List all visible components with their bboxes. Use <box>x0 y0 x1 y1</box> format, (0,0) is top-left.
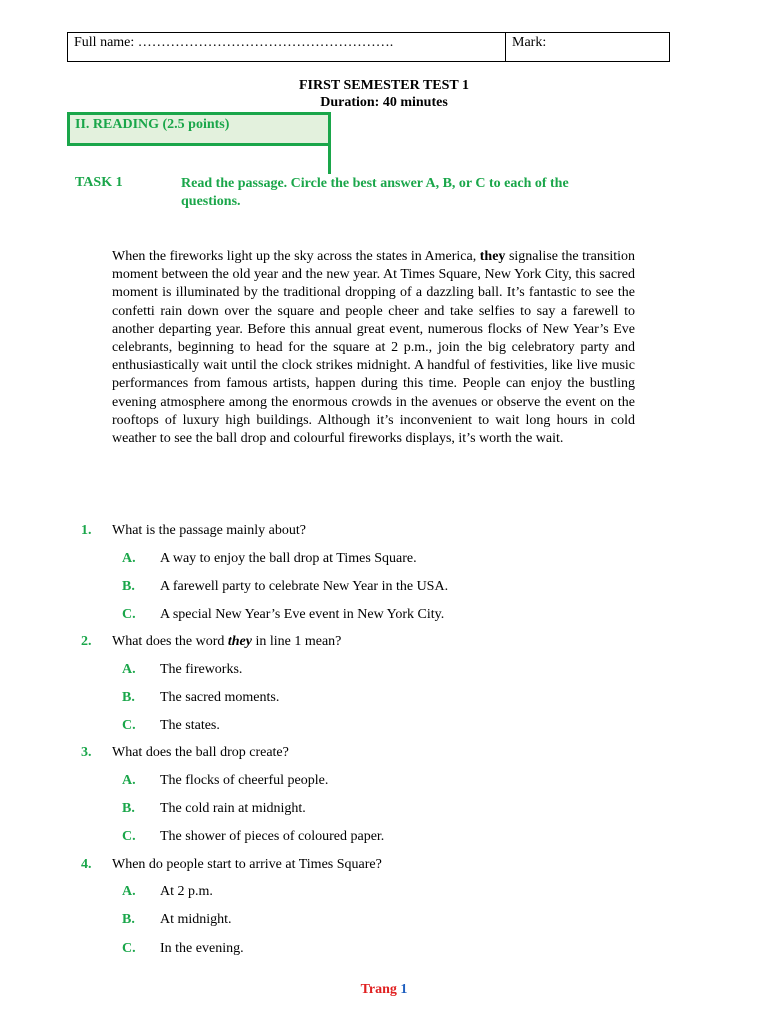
option-letter[interactable]: A. <box>122 884 136 899</box>
question-text: What does the ball drop create? <box>112 745 289 760</box>
full-name-field: Full name: ………………………………………………. <box>68 33 506 61</box>
question-text: What is the passage mainly about? <box>112 523 306 538</box>
question-text: When do people start to arrive at Times Square? <box>112 857 382 872</box>
option-letter[interactable]: B. <box>122 690 135 705</box>
option-text[interactable]: The sacred moments. <box>160 690 280 705</box>
option-text[interactable]: The flocks of cheerful people. <box>160 773 329 788</box>
page-footer <box>0 982 768 998</box>
option-letter[interactable]: C. <box>122 718 136 733</box>
question-number: 4. <box>81 857 92 872</box>
question-number: 2. <box>81 634 92 649</box>
section-divider <box>328 146 331 174</box>
option-text[interactable]: The cold rain at midnight. <box>160 801 306 816</box>
question-text-start: What does the word <box>112 634 228 649</box>
option-letter[interactable]: B. <box>122 912 135 927</box>
footer-label: Trang <box>360 982 397 997</box>
option-text[interactable]: At midnight. <box>160 912 232 927</box>
test-title: FIRST SEMESTER TEST 1 <box>298 78 470 93</box>
option-text[interactable]: At 2 p.m. <box>160 884 213 899</box>
passage-keyword: they <box>479 249 506 264</box>
task-instruction: Read the passage. Circle the best answer A, B, or C to each of the questions. <box>181 176 569 209</box>
option-text[interactable]: The fireworks. <box>160 662 243 677</box>
section-heading: II. READING (2.5 points) <box>67 112 331 146</box>
reading-passage <box>112 248 635 448</box>
mark-field: Mark: <box>512 35 547 50</box>
option-text[interactable]: A farewell party to celebrate New Year in the USA. <box>160 579 449 594</box>
option-letter[interactable]: B. <box>122 579 135 594</box>
passage-text-rest: signalise the transition moment between the old year and the new year. At Times Square, New York City, this sacred moment is illuminated by the traditional dropping of a dazzling ball. It’s fantastic to see the confetti rain down over the square and people cheer and take selfies to say a farewell to another departing year. Before this annual great event, numerous flocks of New Year’s Eve celebrants, beginning to head for the square at 2 p.m., join the big celebratory party and enthusiastically wait until the clock strikes midnight. A handful of festivities, like live music performances from famous artists, happen during this time. People can enjoy the bustling evening atmosphere among the enormous crowds in the avenues or observe the event on the rooftops of luxury high buildings. Although it’s inconvenient to wait long hours in cold weather to see the ball drop and colourful fireworks displays, it’s worth the wait. <box>112 249 636 447</box>
option-text[interactable]: In the evening. <box>160 941 244 956</box>
option-letter[interactable]: A. <box>122 551 136 566</box>
option-text[interactable]: A way to enjoy the ball drop at Times Square. <box>160 551 417 566</box>
option-text[interactable]: A special New Year’s Eve event in New York City. <box>160 607 445 622</box>
page-number: 1 <box>400 982 408 997</box>
passage-text-start: When the fireworks light up the sky across the states in America, <box>112 249 480 264</box>
option-letter[interactable]: C. <box>122 941 136 956</box>
question-keyword: they <box>227 634 252 649</box>
option-text[interactable]: The shower of pieces of coloured paper. <box>160 829 385 844</box>
question-text-end: in line 1 mean? <box>251 634 342 649</box>
option-letter[interactable]: B. <box>122 801 135 816</box>
option-letter[interactable]: A. <box>122 662 136 677</box>
header-table <box>67 32 670 62</box>
question-text <box>112 633 341 651</box>
question-number: 3. <box>81 745 92 760</box>
option-letter[interactable]: C. <box>122 607 136 622</box>
option-letter[interactable]: C. <box>122 829 136 844</box>
test-duration: Duration: 40 minutes <box>320 95 448 110</box>
task-label: TASK 1 <box>75 175 123 190</box>
question-number: 1. <box>81 523 92 538</box>
option-text[interactable]: The states. <box>160 718 220 733</box>
option-letter[interactable]: A. <box>122 773 136 788</box>
